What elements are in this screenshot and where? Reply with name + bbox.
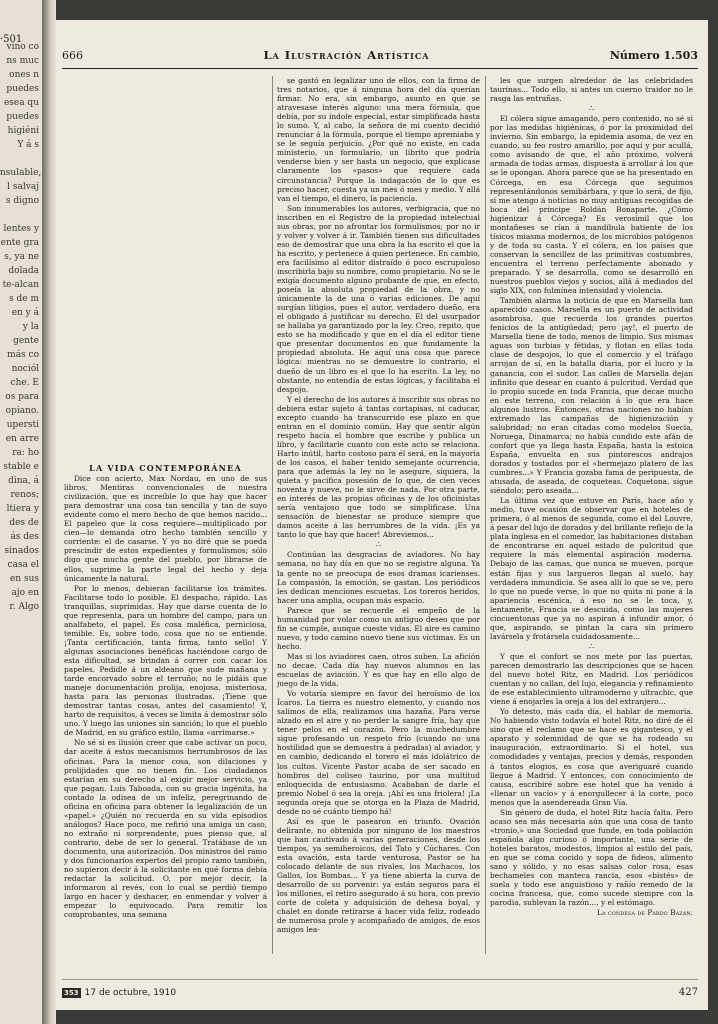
edge-fragment: s de m (9, 294, 39, 304)
edge-fragment: ltiera y (6, 504, 39, 514)
edge-fragment: vino co (6, 42, 39, 52)
page-header (62, 44, 698, 66)
edge-fragment: dina, á (8, 476, 39, 486)
paragraph: Parece que se recuerde el empeño de la humanidad por volar como un antiguo deseo que por fin se cumple, aunque cueste vidas. El aire es camino nuevo, y todo camino nuevo tiene sus víctimas. Es un hecho. (277, 605, 480, 651)
edge-fragment: te-alcan (2, 280, 39, 290)
column-2 (277, 76, 480, 954)
column-3 (490, 76, 693, 954)
header-rule (62, 68, 698, 69)
edge-fragment: os para (5, 392, 39, 402)
paragraph: Y que el confort se nos mete por las puertas, parecen demostrarlo las descripciones que se hacen del nuevo hotel Ritz, en Madrid. Los periódicos cuentan y no callan, del lujo, elegancia y refinamiento de ese establecimiento ultramoderno y ultrachic, que viene á enojarles la oreja á los del extranjero... (490, 651, 693, 707)
edge-fragment: gente (13, 336, 39, 346)
edge-fragment: ás des (10, 532, 39, 542)
paragraph: Yo detesto, más cada día, el hablar de memoria. No habiendo visto todavía el hotel Ritz, no diré de él sino que el reclamo que se hace es gigantesco, y el aparato y solemnidad de que se ha rodeado su inauguración, extraordinario. Si el hotel, sus comodidades y ventajas, precios y demás, responden á tantos elogios, es cosa que averiguaré cuando llegue á Madrid. Y entonces, con conocimiento de causa, escribiré sobre ese hotel que ha venido á «llenar un vacío» y á enorgullecer á la corte, poco menos que la asendereada Gran Vía. (490, 707, 693, 807)
footer-rule (62, 979, 698, 980)
paragraph: También alarma la noticia de que en Marsella han aparecido casos. Marsella es un puerto de actividad asombrosa, que recuerda los grandes puertos fenicios de la antigüedad; pero ¡ay!, el puerto de Marsella tiene de todo, menos de limpio. Sus mismas aguas son turbias y fétidas, y flotan en ellas toda clase de despojos, lo que el comercio y el tráfago arrojan de sí, en la batalla diaria, por el lucro y la ganancia, con el sudor. Las calles de Marsella dejan infinito que desear en cuanto á pulcritud. Verdad que lo propio sucede en toda Francia, que decae mucho en este terreno, con relación á lo que era hace algunos lustros. Entonces, otras naciones no habían extremado las campañas de higienización y salubridad; no eran citadas como modelos Suecia, Noruega, Dinamarca; no había cundido este afán de confort que ya llega hasta España, hasta la estoica España, envuelta en sus pintorescos andrajos dorados y tostados por el «bermejazo platero de las cumbres...» Y Francia gozaba fama de peripuesta, de atusada, de aseada, de coqueteas. Coquetona, sigue siéndolo; pero aseada... (490, 296, 693, 496)
edge-fragment: opiano. (5, 406, 39, 416)
paragraph: Así es que le pasearon en triunfo. Ovación delirante, no obtenida por ninguno de los maestros que han cautivado á varias generaciones, desde los tiempos, ya semiheroicos, del Tato y Cúchares. Con esta ovación, esta tarde venturosa, Pastor se ha colocado delante de sus rivales, los Machacos, los Gallos, los Bombas... Y ya tiene abierta la curva de desarrollo de su porvenir: ya están seguros para él los millones, el retiro asegurado á su hora, con previo corte de coleta y adquisición de dehesa boyal, y chalet en donde retirarse á hacer vida feliz, rodeado de numerosa prole y acompañado de amigos, de esos amigos lea- (277, 816, 480, 935)
edge-fragment: ns muc (6, 56, 39, 66)
paragraph: Continúan las desgracias de aviadores. No hay semana, no hay día en que no se registre alguna. Ya la gente no se preocupa de esos dramas icarienses. La compasión, la emoción, se gastan. Los periódicos les dedican menciones escuetas. Los toreros heridos, hacer una amplia, ocupan más espacio. (277, 550, 480, 605)
edge-fragment: en arre (5, 434, 39, 444)
edge-fragment: che. E (10, 378, 39, 388)
edge-fragment (0, 208, 42, 222)
edge-fragment: nociól (11, 364, 39, 374)
edge-fragment: higiéni (7, 126, 39, 136)
edge-fragment: puedes (6, 112, 39, 122)
edge-fragment: y la (22, 322, 39, 332)
edge-fragment: casa el (7, 560, 39, 570)
footer-date: 17 de octubre, 1910 (84, 988, 177, 998)
edge-fragment: en sus (9, 574, 39, 584)
column-divider (272, 76, 273, 954)
edge-fragment: r. Algo (9, 602, 39, 612)
magazine-page (56, 20, 708, 1010)
edge-fragment: upersti (6, 420, 39, 430)
edge-fragment: s, ya ne (4, 252, 39, 262)
edge-fragment: ra: ho (12, 448, 39, 458)
edge-fragment: dolada (8, 266, 39, 276)
paragraph: les que surgen alrededor de las celebridades taurinas... Todo ello, si antes un cuerno traidor no le rasga las entrañas. (490, 76, 693, 104)
edge-fragment: des de (9, 518, 39, 528)
paragraph: Sin género de duda, el hotel Ritz hacía falta. Pero acaso sea más necesaria aún que una cosa de tanto «tronío,» una Sociedad que funde, en toda población española algo curioso ó importante, una serie de hoteles baratos, modestos, limpios al estilo del país, en que se coma cocido y sopa de fideos, alimento sano y sólido, y no esas salsas color rosa, esas bechameles con manteca rancia, esos «bistés» de suela y todo ese anguistioso y rañío remedo de la cocina francesa, que, como sucede siempre con la parodia, sublevan la razón..., y el estómago. (490, 807, 693, 908)
paragraph: La última vez que estuve en París, hace año y medio, tuve ocasión de observar que en hoteles de primera, ó al menos de segunda, como el del Louvre, á pesar del lujo de dorados y del brillante reflejo de la plata inglesa en el comedor, las habitaciones distaban de encontrarse en aquel estado de pulcritud que requiere la más elemental aspiración moderna. Debajo de las camas, que nunca se mueven, porque están fijas y sus largueros llegan al suelo, hay verdadera inmundicia. Se asea allí lo que se ve, pero lo que no puede verse, lo que no quita ni pone á la apariencia escénica, á eso no se le toca, y, lentamente, Francia se descuida, como las mujeres cincuentonas que ya no aspiran á infundir amor, ó que, aspirando, se pintan la cara sin primero lavársela y frotársela cuidadosamente... (490, 496, 693, 641)
issue-number: Número 1.503 (609, 48, 698, 62)
paragraph: Vo votaría siempre en favor del heroísmo de los Ícaros. La tierra es nuestro elemento, y cuando nos salimos de ella, realizamos una hazaña. Para verse alzado en el aire y no perder la sangre fría, hay que tener pelos en el corazón. Pero la muchedumbre sigue profesando un respeto frío (cuando no una hostilidad que se demuestra á pedradas) al aviador, y en cambio, dedicando el torero el más idolátrico de los cultos. Vicente Pastor acaba de ser sacado en hombros del coliseo taurino, por una multitud enloquecida de entusiasmo. Acababan de darle el premio Nobel ó sea la oreja. ¡Ahí es una friolera! ¡La segunda oreja que se otorga en la Plaza de Madrid, desde no sé cuánto tiempo há! (277, 689, 480, 816)
edge-fragment: lentes y (3, 224, 39, 234)
paragraph: Por lo menos, debieran facilitarse los trámites. Facilitarse todo lo posible. El despacho, rápido. Las tranquillas, suprimidas. Hay que darse cuenta de lo que representa, para un hombre del campo, para un analfabeto, el papel. Es cosa maléfica, perniciosa, temible. Es, sobre todo, cosa que no se entiende. ¡Tanta certificación, tanta firma, tanto sello! Y algunas asociaciones benéficas haciéndose cargo de esta dificultad, se brindan á correr con cacar los papeles. Pedidle á un aldeano que sude mañana y tarde encorvado sobre el terruño; no le pidáis que maneje documentación prolija, enojosa, misteriosa, hasta para las personas ilustradas. ¡Tiene que demostrar tantas cosas, antes del casamiento! Y, harto de requisitos, á veces se limita á demostrar sólo uno. Y luego las uniones sin sanción; lo que el pueblo de Madrid, en su gráfico estilo, llama «arrimarse.» (64, 583, 267, 738)
paragraph: No sé si es ilusión creer que cabe activar un poco, dar aceite á estos mecanismos herrumbrosos de las oficinas. Para la menor cosa, son dilaciones y prolijidades que no tienen fin. Los ciudadanos estarían en su derecho al exigir mejor servicio, ya que pagan. Luis Taboada, con su gracia ingénita, ha contado la odisea de un infeliz, peregrinando de oficina en oficina para obtener la legalización de un «papel.» ¿Quién no recuerda en su vida episodios análogos? Hace poco, me refirió una amiga un caso, no extraño ni sorprendente, pues pienso que, al contrario, debe de ser lo general. Tratábase de un documento, una autorización. Dos ministros del ramo y dos funcionarios expertos del propio ramo también, no supieron decir á la solicitante en qué forma debía redactar la solicitud. O, por mejor decir, la informaron al revés, con lo cual se perdió tiempo largo en hacer y deshacer, en enmendar y volver á empezar lo equivocado. Para remitir los comprobantes, una semana (64, 738, 267, 920)
column-divider (485, 76, 486, 954)
edge-fragment: sinados (4, 546, 39, 556)
top-blank-area (64, 76, 267, 464)
edge-fragment: nsulable, (0, 168, 42, 178)
footer-page-number: 427 (678, 987, 698, 998)
section-separator: ∴ (375, 540, 382, 550)
previous-page-number: ·501 (0, 34, 23, 45)
section-separator: ∴ (588, 641, 595, 651)
previous-page-text-fragments (0, 40, 42, 614)
footer-left (62, 988, 176, 998)
column-1 (64, 76, 267, 954)
article-heading: LA VIDA CONTEMPORÁNEA (89, 463, 242, 473)
paragraph: Son innumerables los autores, verbigracia, que no inscriben en el Registro de la propiedad intelectual sus obras, por no afrontar los formulismos; por no ir y volver y volver á ir. También tienen sus dificultades eso de demostrar que una obra la ha escrito el que la ha escrito, y pertenece á quien pertenece. En cambio, era facilísimo al editor distraído ó poco escrupuloso inscribirla bajo su nombre, como propietario. No se le exigía documento alguno probante de que, en efecto, poseía la absoluta propiedad de la obra, y no únicamente la de una ó varias ediciones. De aquí surgían litigios, pues el autor, verdadero dueño, era el obligado á justificar su derecho. El del usurpador se hallaba ya garantizado por la ley. Creo, repito, que esto se ha modificado y que en el día el editor tiene que presentar documentos en que fundamente la propiedad absoluta. He aquí una cosa que parece lógica: mientras no se demuestre lo contrario, el dueño de un libro es el que lo ha escrito. La ley, no obstante, no entendía de estas lógicas, y facilitaba el despojo. (277, 203, 480, 394)
edge-fragment: renos; (10, 490, 39, 500)
edge-fragment: ones n (9, 70, 39, 80)
book-gutter (42, 0, 56, 1024)
previous-page-edge (0, 0, 42, 1024)
publication-title: La Ilustración Artística (263, 48, 430, 62)
header-page-number: 666 (62, 48, 83, 62)
edge-fragment (0, 152, 42, 166)
edge-fragment: puedes (6, 84, 39, 94)
edge-fragment: más co (7, 350, 39, 360)
paragraph: Y el derecho de los autores á inscribir sus obras no debiera estar sujeto á tantas cortapisas, ni caducar, excepto cuando ha transcurrido ese plazo en que entran en el dominio común. Hay que sentir algún respeto hacia el hombre que escribe y publica un libro, y facilitarle cuanto con este acto se relaciona. Harto inútil, harto costoso para él será, en la mayoría de los casos, el haber tenido semejante ocurrencia, para que además la ley no le asegure, siquiera, la quieta y pacífica posesión de lo que, de cien veces noventa y nueve, no le sirve de nada. Por otra parte, en interés de las propias oficinas y de los oficinistas sería ventajoso que todo se simplificase. Una sensación de bienestar se produce siempre que damos aceite á las herrumbres de la vida. ¡Es ya tanto lo que hay que hacer! Abreviemos... (277, 394, 480, 540)
edge-fragment: esea qu (3, 98, 39, 108)
edge-fragment: en y á (11, 308, 39, 318)
edge-fragment: stable e (3, 462, 39, 472)
section-separator: ∴ (588, 104, 595, 114)
edge-fragment: l salvaj (7, 182, 39, 192)
paragraph: Mas si los aviadores caen, otros suben. La afición no decae. Cada día hay nuevos alumnos en las escuelas de aviación. Y es que hay en ello algo de juego de la vida. (277, 651, 480, 689)
author-signature: La condesa de Pardo Bazán. (597, 908, 693, 918)
edge-fragment: s digno (5, 196, 39, 206)
paragraph: se gastó en legalizar uno de ellos, con la firma de tres notarios, que á ninguna hora del día querían firmar. No era, sin embargo, asunto en que se atravesase interés alguno: una mera fórmula, que debía, por su índole especial, estar simplificada hasta lo sumo. Y, al cabo, la señora de mi cuento decidió renunciar á la fórmula, porque el tiempo apremiaba y se le seguía perjuicio. ¿Por qué no existe, en cada ministerio, un formulario, un librito que podría venderse bien y ser hasta un negocio, que explicase claramente los «pasos» que requiere cada circunstancia? Porque la indagación de lo que es preciso hacer, cuesta ya un mes ó mes y medio. Y allá van el tiempo, el dinero, la paciencia. (277, 76, 480, 203)
paragraph: Dice con acierto, Max Nordau, en uno de sus libros, Mentiras convencionales de nuestra civilización, que es increíble lo que hay que hacer para demostrar una cosa tan sencilla y tan de suyo evidente como el mero hecho de que hemos nacido... El papeleo que la cosa requiere—multiplicado por cien—lo demanda otro hecho también sencillo y corriente: el de casarse. Y yo no diré que se pueda prescindir de estos expedientes y formulismos; sólo digo que mucha gente del pueblo, por librarse de ellos, suprime la parte legal del hecho y deja únicamente la natural. (64, 474, 267, 583)
edge-fragment: Y á s (17, 140, 39, 150)
edge-fragment: ajo en (11, 588, 39, 598)
edge-fragment: ente gra (0, 238, 39, 248)
footer-badge: 353 (64, 989, 79, 997)
paragraph: El cólera sigue amagando, pero contenido, no sé si por las medidas higiénicas, ó por la proximidad del invierno. Sin embargo, la epidemia asoma, de vez en cuando, su feo rostro amarillo, por aquí y por acullá, como avisando de que, el año próximo, volverá armada de todas armas, dispuesta á arrollar á los que se le opongan. Ahora parece que se ha presentado en Córcega, en esa Córcega que seguimos representándonos semibárbara, y que lo será, de fijo, si me atengo á noticias no muy antiguas recogidas de boca del príncipe Roldán Bonaparte. ¿Cómo higienizar á Córcega? Es verosímil que los montañeses se rían á mandíbula batiente de los tísicos miasma modernos, de los microbios patógenos y de toda su casta. Y el cólera, en los países que conservan la sencillez de las primitivas costumbres, encuentra el terreno perfectamente abonado y preparado. Y se desarrolla, como se desarrolló en nuestros pueblos viejos y sucios, allá á mediados del siglo XIX, con fulmínea intensidad y violencia. (490, 114, 693, 296)
